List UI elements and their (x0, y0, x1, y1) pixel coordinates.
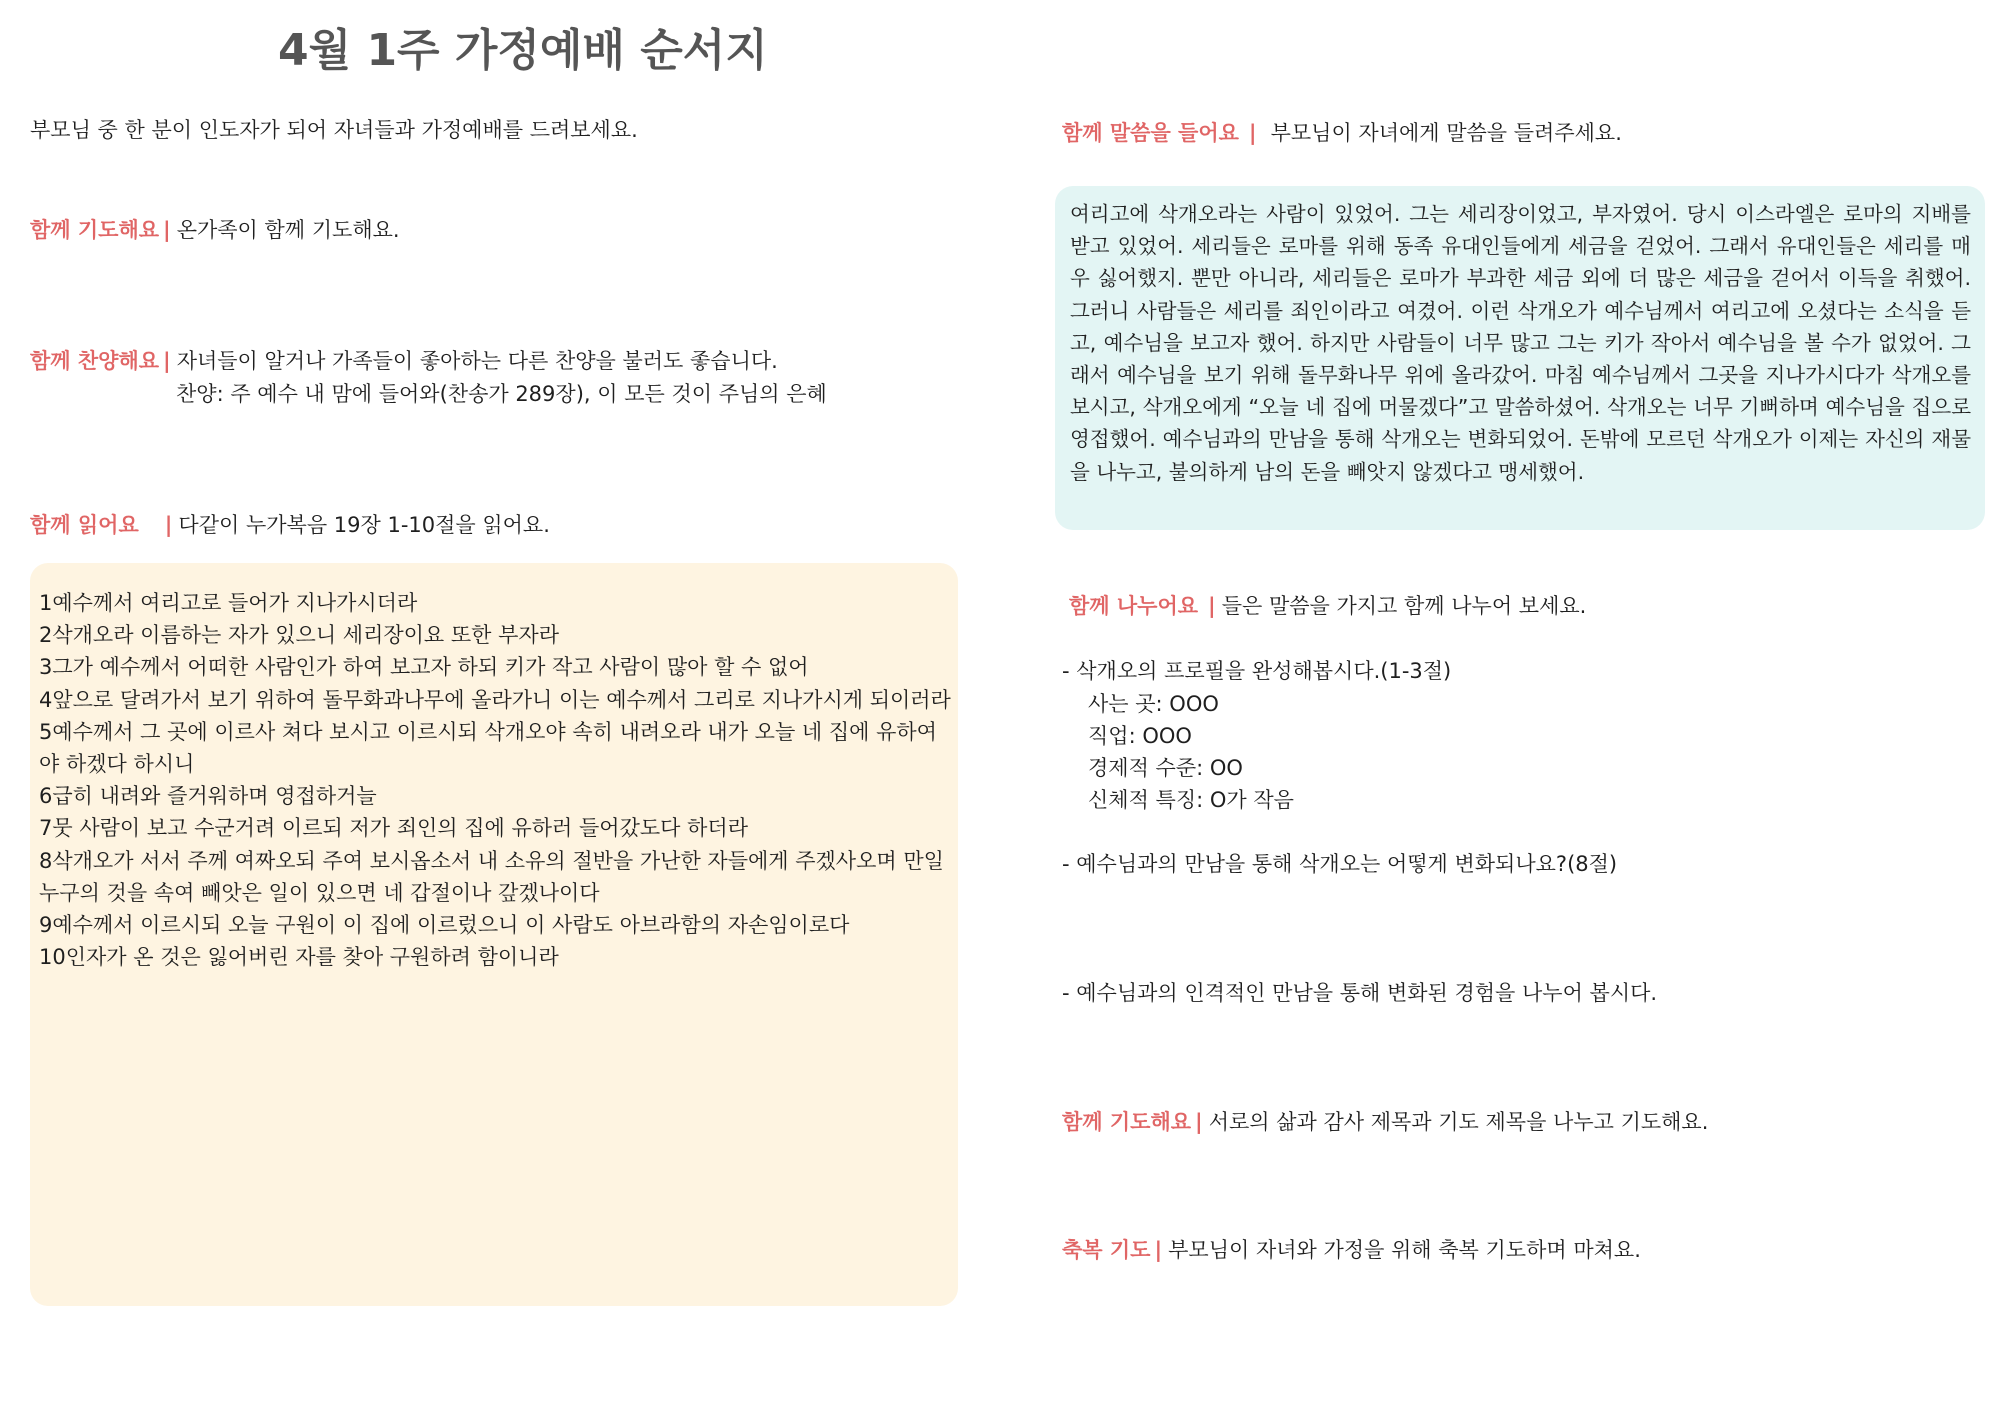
verse-line: 6급히 내려와 즐거워하며 영접하거늘 (39, 784, 377, 809)
section-text: 서로의 삶과 감사 제목과 기도 제목을 나누고 기도해요. (1208, 1110, 1709, 1134)
verse-line: 1예수께서 여리고로 들어가 지나가시더라 (39, 591, 418, 615)
section-text: 다같이 누가복음 19장 1-10절을 읽어요. (178, 513, 550, 537)
question-profile: - 삭개오의 프로필을 완성해봅시다.(1-3절) (1062, 659, 1452, 683)
question-experience: - 예수님과의 인격적인 만남을 통해 변화된 경험을 나누어 봅시다. (1062, 981, 1658, 1005)
section-text: 자녀들이 알거나 가족들이 좋아하는 다른 찬양을 불러도 좋습니다. (176, 349, 778, 373)
question-change: - 예수님과의 만남을 통해 삭개오는 어떻게 변화되나요?(8절) (1062, 852, 1618, 876)
separator-bar: | (163, 349, 171, 373)
section-read (30, 509, 550, 541)
verse-line: 2삭개오라 이름하는 자가 있으니 세리장이요 또한 부자라 (39, 623, 559, 648)
separator-bar: | (163, 218, 171, 242)
verse-line: 9예수께서 이르시되 오늘 구원이 이 집에 이르렀으니 이 사람도 아브라함의 자손임이로다 (39, 913, 850, 938)
section-share (1069, 590, 1586, 622)
section-label: 축복 기도 (1062, 1238, 1151, 1262)
verse-line: 7뭇 사람이 보고 수군거려 이르되 저가 죄인의 집에 유하러 들어갔도다 하더라 (39, 816, 748, 841)
separator-bar: | (1208, 594, 1216, 618)
section-label: 함께 기도해요 (30, 218, 160, 242)
verse-line: 4앞으로 달려가서 보기 위하여 돌무화과나무에 올라가니 이는 예수께서 그리로 지나가시게 되이러라 (39, 687, 951, 712)
section-label: 함께 나누어요 (1069, 594, 1199, 618)
section-label: 함께 말씀을 들어요 (1062, 121, 1239, 145)
verse-line: 5예수께서 그 곳에 이르사 쳐다 보시고 이르시되 삭개오야 속히 내려오라 내가 오늘 네 집에 유하여야 하겠다 하시니 (39, 719, 937, 777)
section-label: 함께 읽어요 (30, 513, 139, 537)
verse-line: 8삭개오가 서서 주께 여짜오되 주여 보시옵소서 내 소유의 절반을 가난한 자들에게 주겠사오며 만일 누구의 것을 속여 빼앗은 일이 있으면 네 갑절이나 갚겠나이다 (39, 848, 944, 905)
story-box (1055, 186, 1985, 530)
profile-item: 경제적 수준: OO (1088, 756, 1243, 780)
section-praise (30, 345, 778, 377)
praise-songs: 찬양: 주 예수 내 맘에 들어와(찬송가 289장), 이 모든 것이 주님의 은혜 (176, 382, 827, 406)
section-label: 함께 찬양해요 (30, 349, 160, 373)
profile-item: 사는 곳: OOO (1088, 692, 1219, 716)
page-title: 4월 1주 가정예배 순서지 (278, 25, 768, 76)
verse-line: 3그가 예수께서 어떠한 사람인가 하여 보고자 하되 키가 작고 사람이 많아 할 수 없어 (39, 655, 809, 680)
section-label: 함께 기도해요 (1062, 1110, 1192, 1134)
separator-bar: | (164, 513, 173, 537)
verse-line: 10인자가 온 것은 잃어버린 자를 찾아 구원하려 함이니라 (39, 945, 559, 970)
story-text: 여리고에 삭개오라는 사람이 있었어. 그는 세리장이었고, 부자였어. 당시 이스라엘은 로마의 지배를 받고 있었어. 세리들은 로마를 위해 동족 유대인들에게 세금을 걷었어. 그래서 유대인들은 세리를 매우 싫어했지. 뿐만 아니라, 세리들은 로마가 부과한 세금 외에 더 많은 세금을 걷어서 이득을 취했어. 그러니 사람들은 세리를 죄인이라고 여겼어. 이런 삭개오가 예수님께서 여리고에 오셨다는 소식을 듣고, 예수님을 보고자 했어. 하지만 사람들이 너무 많고 그는 키가 작아서 예수님을 볼 수가 없었어. 그래서 예수님을 보기 위해 돌무화나무 위에 올라갔어. 마침 예수님께서 그곳을 지나가시다가 삭개오를 보시고, 삭개오에게 “오늘 네 집에 머물겠다”고 말씀하셨어. 삭개오는 너무 기뻐하며 예수님을 집으로 영접했어. 예수님과의 만남을 통해 삭개오는 변화되었어. 돈밖에 모르던 삭개오가 이제는 자신의 재물을 나누고, 불의하게 남의 돈을 빼앗지 않겠다고 맹세했어. (1070, 202, 1971, 484)
intro-text: 부모님 중 한 분이 인도자가 되어 자녀들과 가정예배를 드려보세요. (30, 118, 638, 142)
profile-item: 직업: OOO (1088, 724, 1192, 748)
section-pray-second (1062, 1106, 1708, 1138)
scripture-box (30, 563, 958, 1306)
section-pray-first (30, 214, 400, 246)
section-text: 들은 말씀을 가지고 함께 나누어 보세요. (1221, 594, 1587, 618)
profile-item: 신체적 특징: O가 작음 (1088, 788, 1294, 812)
section-text: 부모님이 자녀에게 말씀을 들려주세요. (1270, 121, 1622, 145)
section-text: 온가족이 함께 기도해요. (176, 218, 400, 242)
section-listen (1062, 117, 1622, 149)
separator-bar: | (1195, 1110, 1203, 1134)
section-blessing (1062, 1234, 1641, 1266)
section-text: 부모님이 자녀와 가정을 위해 축복 기도하며 마쳐요. (1168, 1238, 1641, 1262)
separator-bar: | (1248, 121, 1257, 145)
separator-bar: | (1154, 1238, 1163, 1262)
